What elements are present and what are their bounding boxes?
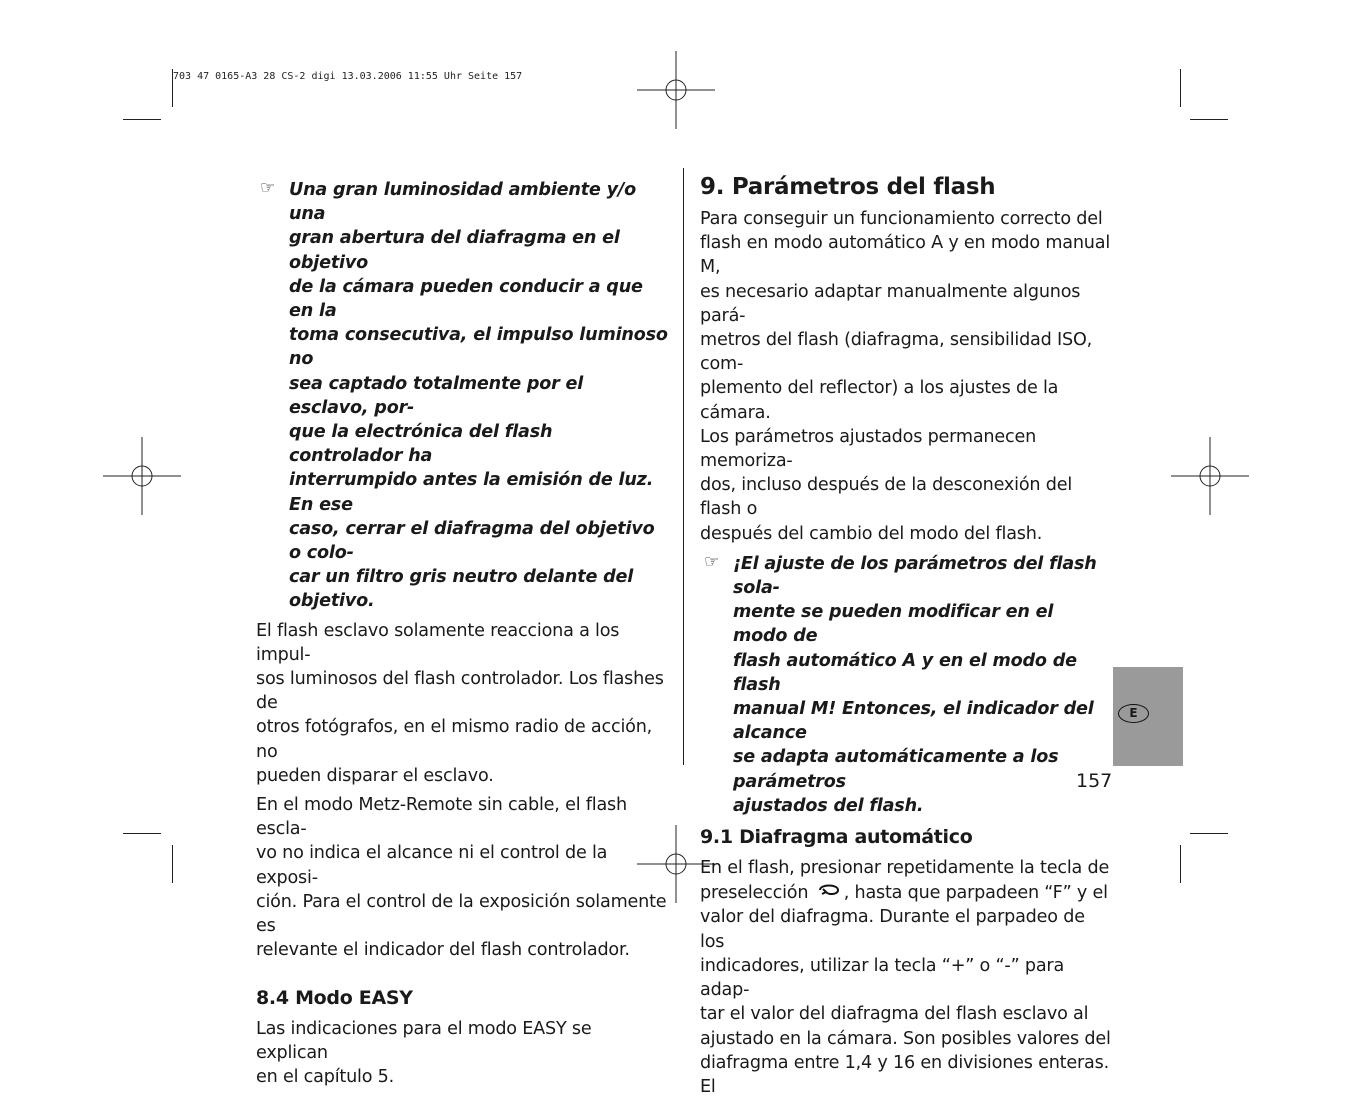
paragraph	[256, 1017, 668, 1090]
text-line: Las indicaciones para el modo EASY se explican	[256, 1018, 592, 1063]
text-line: valor del diafragma. Durante el parpadeo de los	[700, 907, 1085, 952]
crop-mark	[1180, 69, 1181, 107]
text-line: sos luminosos del flash controlador. Los flashes de	[256, 669, 664, 714]
note-line: ¡El ajuste de los parámetros del flash sola-	[733, 553, 1097, 599]
left-column	[256, 178, 668, 1089]
registration-mark-icon	[103, 437, 181, 515]
text-fragment: preselección	[700, 883, 809, 904]
pointing-hand-icon: ☞	[704, 551, 720, 572]
preselection-key-icon	[814, 880, 844, 900]
note-line: ajustados del flash.	[733, 795, 924, 816]
text-line: relevante el indicador del flash controlador.	[256, 940, 630, 961]
text-line: flash en modo automático A y en modo manual M,	[700, 233, 1111, 278]
text-fragment: , hasta que parpadeen “F” y el	[843, 883, 1108, 904]
column-divider	[683, 168, 684, 765]
text-line: El flash esclavo solamente reacciona a los impul-	[256, 620, 620, 665]
text-line: En el modo Metz-Remote sin cable, el flash escla-	[256, 795, 627, 840]
text-line: dos, incluso después de la desconexión del flash o	[700, 475, 1073, 520]
note-line: que la electrónica del flash controlador ha	[289, 422, 553, 467]
paragraph	[700, 856, 1112, 1099]
crop-mark	[123, 119, 161, 120]
section-heading: 9.1 Diafragma automático	[700, 826, 973, 849]
note-line: gran abertura del diafragma en el objetivo	[289, 228, 620, 273]
language-badge: E	[1118, 704, 1149, 723]
language-tab	[1113, 667, 1183, 766]
crop-mark	[1190, 119, 1228, 120]
note-line: manual M! Entonces, el indicador del alcance	[733, 699, 1094, 744]
crop-mark	[123, 833, 161, 834]
text-line: después del cambio del modo del flash.	[700, 523, 1043, 544]
text-line: En el flash, presionar repetidamente la tecla de	[700, 858, 1110, 879]
note-line: se adapta automáticamente a los parámetros	[733, 747, 1059, 792]
text-line: otros fotógrafos, en el mismo radio de acción, no	[256, 717, 653, 762]
note-line: flash automático A y en el modo de flash	[733, 650, 1077, 695]
note-line: mente se pueden modificar en el modo de	[733, 602, 1054, 647]
text-line	[700, 880, 1112, 905]
text-line: ción. Para el control de la exposición solamente es	[256, 891, 667, 937]
text-line: plemento del reflector) a los ajustes de la cámara.	[700, 378, 1059, 423]
text-line: es necesario adaptar manualmente algunos pará-	[700, 281, 1081, 326]
page-number: 157	[1076, 770, 1113, 792]
note-line: Una gran luminosidad ambiente y/o una	[289, 180, 636, 225]
paragraph	[256, 619, 668, 788]
text-line: Los parámetros ajustados permanecen memoriza-	[700, 426, 1037, 472]
note-line: sea captado totalmente por el esclavo, por-	[289, 373, 584, 418]
note-box	[256, 178, 668, 614]
note-line: interrumpido antes la emisión de luz. En ese	[289, 470, 654, 515]
crop-mark	[172, 845, 173, 883]
paragraph	[256, 793, 668, 962]
text-line: en el capítulo 5.	[256, 1066, 395, 1087]
note-line: car un filtro gris neutro delante del objetivo.	[289, 567, 634, 612]
note-line: de la cámara pueden conducir a que en la	[289, 276, 643, 322]
text-line: diafragma entre 1,4 y 16 en divisiones enteras. El	[700, 1052, 1109, 1097]
text-line: metros del flash (diafragma, sensibilidad ISO, com-	[700, 330, 1092, 375]
note-box	[700, 552, 1112, 818]
registration-mark-icon	[637, 51, 715, 129]
crop-mark	[1190, 833, 1228, 834]
crop-mark	[1180, 845, 1181, 883]
note-line: caso, cerrar el diafragma del objetivo o colo-	[289, 518, 655, 564]
section-heading: 8.4 Modo EASY	[256, 986, 413, 1009]
text-line: pueden disparar el esclavo.	[256, 765, 494, 786]
text-line: tar el valor del diafragma del flash esclavo al	[700, 1004, 1089, 1025]
text-line: Para conseguir un funcionamiento correcto del	[700, 209, 1103, 229]
crop-mark	[172, 69, 173, 107]
pointing-hand-icon: ☞	[260, 178, 276, 198]
text-line: ajustado en la cámara. Son posibles valores del	[700, 1028, 1111, 1049]
text-line: vo no indica el alcance ni el control de la exposi-	[256, 843, 608, 888]
right-column	[700, 172, 1112, 1099]
chapter-heading: 9. Parámetros del flash	[700, 174, 996, 200]
note-line: toma consecutiva, el impulso luminoso no	[289, 325, 668, 370]
paragraph	[700, 207, 1112, 546]
registration-mark-icon	[1171, 437, 1249, 515]
text-line: indicadores, utilizar la tecla “+” o “-” para adap-	[700, 955, 1065, 1001]
print-slug: 703 47 0165-A3 28 CS-2 digi 13.03.2006 11:55 Uhr Seite 157	[173, 71, 523, 82]
